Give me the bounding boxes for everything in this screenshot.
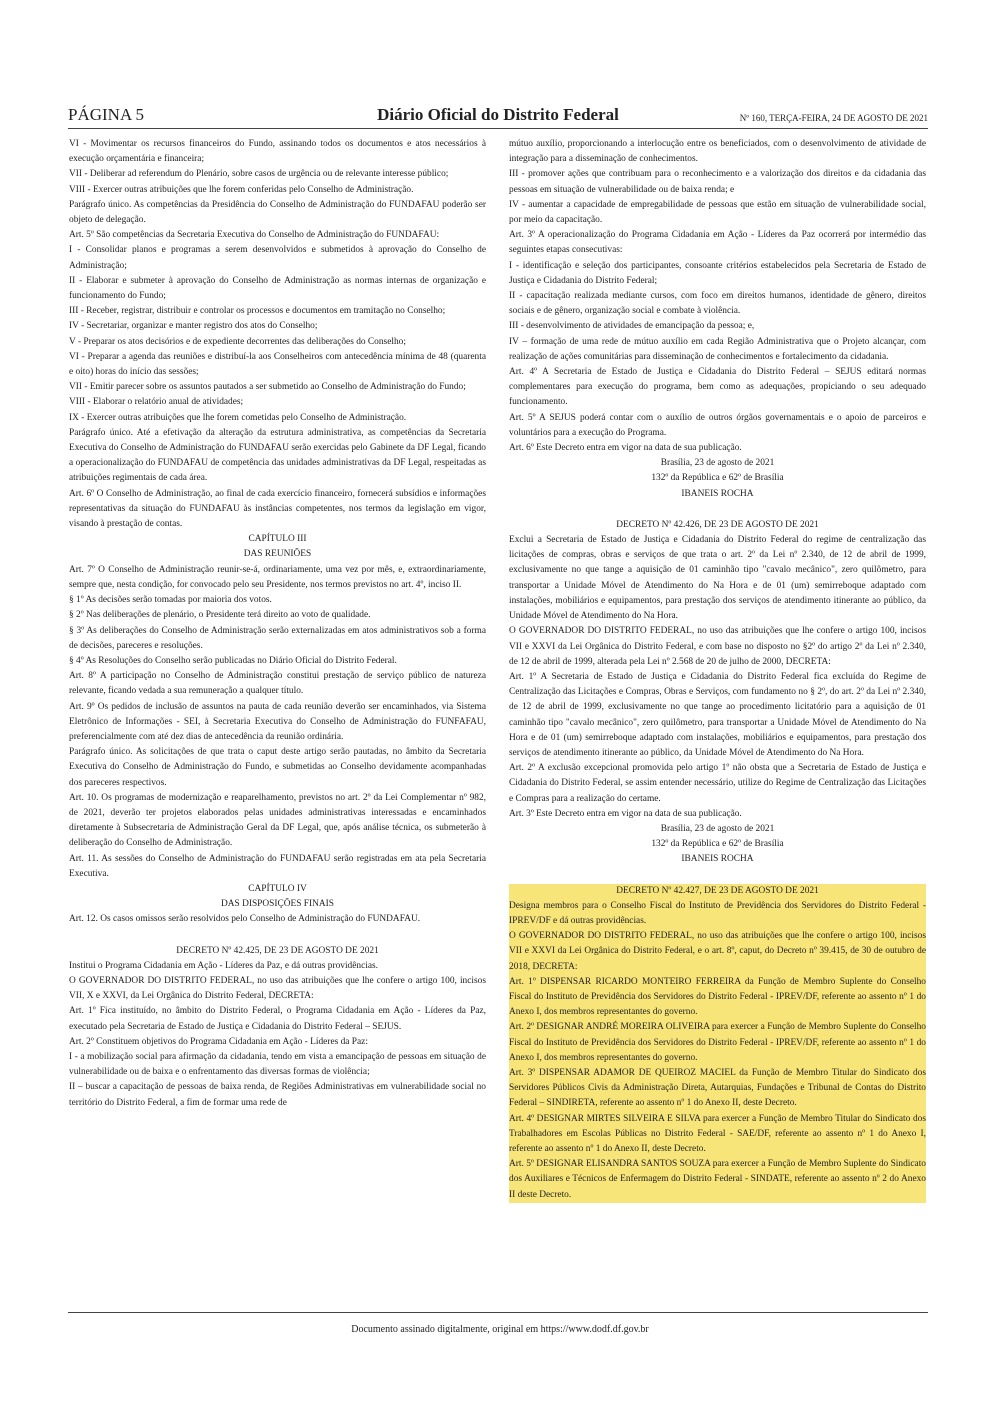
signature-name: IBANEIS ROCHA (681, 854, 754, 865)
signature-place-date: Brasília, 23 de agosto de 2021 (660, 458, 775, 469)
paragraph: III - promover ações que contribuam para o reconhecimento e a valorização dos direitos e da cidadania das pessoas em situação de vulnerabilidade ou de baixa renda; e (509, 169, 926, 195)
paragraph: § 2º Nas deliberações de plenário, o Presidente terá direito ao voto de qualidade. (69, 610, 371, 621)
paragraph: O GOVERNADOR DO DISTRITO FEDERAL, no uso das atribuições que lhe confere o artigo 100, incisos VII e XXVI da Lei Orgânica do Distrito Federal, e o art. 8º, caput, do Decreto nº 39.415, de 30 de outubro de 2018, DECRETA: (509, 929, 926, 975)
signature-name: IBANEIS ROCHA (681, 488, 754, 499)
paragraph: Art. 4º DESIGNAR MIRTES SILVEIRA E SILVA para exercer a Função de Membro Titular do Sindicato dos Trabalhadores em Escolas Públicas no Distrito Federal - SAE/DF, referente ao assento nº 1 do Anexo I, referente ao assento nº 1 do Anexo II, deste Decreto. (509, 1112, 926, 1158)
paragraph: Institui o Programa Cidadania em Ação - Líderes da Paz, e dá outras providências. (69, 960, 379, 971)
paragraph: Art. 6º O Conselho de Administração, ao final de cada exercício financeiro, fornecerá subsídios e informações representativas da situação do FUNDAFAU às instâncias competentes, nos termos da legislação em vigor, visando à prestação de contas. (69, 488, 486, 530)
paragraph: Parágrafo único. As solicitações de que trata o caput deste artigo serão pautadas, no âmbito da Secretaria Executiva do Conselho de Administração do Fundo, e submetidas ao Conselho devidamente acompanhadas dos pareceres respectivos. (69, 747, 486, 788)
highlighted-decree (509, 884, 926, 1203)
paragraph: Art. 1º DISPENSAR RICARDO MONTEIRO FERREIRA da Função de Membro Suplente do Conselho Fiscal do Instituto de Previdência dos Servidores do Distrito Federal - IPREV/DF, referente ao assento nº 1 do Anexo I, dos membros representantes do governo. (509, 975, 926, 1021)
paragraph: III - Receber, registrar, distribuir e controlar os processos e documentos em tramitação no Conselho; (69, 306, 446, 317)
paragraph: VIII - Exercer outras atribuições que lhe forem conferidas pelo Conselho de Administração. (69, 184, 414, 195)
paragraph: II – buscar a capacitação de pessoas de baixa renda, de Regiões Administrativas em vulnerabilidade social no território do Distrito Federal, a fim de formar uma rede de (69, 1082, 486, 1108)
footer-rule (68, 1312, 928, 1313)
paragraph: Art. 3º A operacionalização do Programa Cidadania em Ação - Líderes da Paz ocorrerá por intermédio das seguintes etapas consecutivas: (509, 230, 926, 256)
paragraph: Art. 11. As sessões do Conselho de Administração do FUNDAFAU serão registradas em ata pela Secretaria Executiva. (69, 853, 486, 879)
page-number: PÁGINA 5 (68, 105, 145, 124)
signature-place-date: Brasília, 23 de agosto de 2021 (660, 823, 775, 834)
signature-era: 132º da República e 62º de Brasília (651, 839, 784, 850)
paragraph: Art. 8º A participação no Conselho de Administração constitui prestação de serviço público de natureza relevante, ficando vedada a sua remuneração a qualquer título. (69, 671, 486, 697)
decree-title: DECRETO Nº 42.427, DE 23 DE AGOSTO DE 2021 (509, 884, 926, 899)
paragraph: Art. 10. Os programas de modernização e reaparelhamento, previstos no art. 2º da Lei Complementar nº 982, de 2021, deverão ter projetos elaborados pelas unidades administrativas interessadas e encaminhados diretamente à Subsecretaria de Administração Geral da DF Legal, que, após análise técnica, os submeterão à deliberação do Conselho de Administração. (69, 792, 486, 849)
paragraph: O GOVERNADOR DO DISTRITO FEDERAL, no uso das atribuições que lhe confere o artigo 100, incisos VII e XXVI da Lei Orgânica do Distrito Federal, e com base no disposto no §2º do artigo 2º da Lei nº 2.340, de 12 de abril de 1999, alterada pela Lei nº 2.568 de 20 de julho de 2000, DECRETA: (509, 626, 926, 667)
paragraph: I - Consolidar planos e programas a serem desenvolvidos e submetidos à aprovação do Conselho de Administração; (69, 245, 486, 271)
paragraph: Exclui a Secretaria de Estado de Justiça e Cidadania do Distrito Federal do regime de centralização das licitações de compras, obras e serviços de que trata o art. 2º da Lei nº 2.340, de 12 de abril de 1999, exclusivamente no que tange a aquisição de 01 caminhão tipo "cavalo mecânico", zero quilômetro, para transportar a Unidade Móvel de Atendimento do Na Hora e de 01 (um) semirreboque adaptado com instalações, mobiliários e equipamentos, para prestação dos serviços de atendimento itinerante ao público, da Unidade Móvel de Atendimento do Na Hora. (509, 535, 926, 622)
journal-title: Diário Oficial do Distrito Federal (377, 105, 619, 124)
signature-era: 132º da República e 62º de Brasília (651, 473, 784, 484)
paragraph: Art. 2º DESIGNAR ANDRÉ MOREIRA OLIVEIRA para exercer a Função de Membro Suplente do Conselho Fiscal do Instituto de Previdência dos Servidores do Distrito Federal - IPREV/DF, referente ao assento nº 1 do Anexo I, dos membros representantes do governo. (509, 1020, 926, 1066)
issue-info: Nº 160, TERÇA-FEIRA, 24 DE AGOSTO DE 2021 (739, 113, 928, 123)
paragraph: Art. 9º Os pedidos de inclusão de assuntos na pauta de cada reunião deverão ser encaminhados, via Sistema Eletrônico de Informações - SEI, à Secretaria Executiva do Conselho de Administração do FUNFAFAU, preferencialmente com até dez dias de antecedência da reunião ordinária. (69, 701, 486, 742)
decree-title: DECRETO Nº 42.426, DE 23 DE AGOSTO DE 2021 (616, 519, 819, 530)
paragraph: VI - Movimentar os recursos financeiros do Fundo, assinando todos os documentos e atos necessários à execução orçamentária e financeira; (69, 139, 486, 165)
paragraph: II - Elaborar e submeter à aprovação do Conselho de Administração as normas internas de organização e funcionamento do Fundo; (69, 275, 486, 302)
paragraph: O GOVERNADOR DO DISTRITO FEDERAL, no uso das atribuições que lhe confere o artigo 100, incisos VII, X e XXVI, da Lei Orgânica do Distrito Federal, DECRETA: (69, 975, 486, 1002)
header-rule (68, 128, 928, 129)
paragraph: Art. 1º A Secretaria de Estado de Justiça e Cidadania do Distrito Federal fica excluída do Regime de Centralização das Licitações e Compras, Obras e Serviços, com fundamento no § 2º, do art. 2º da Lei nº 2.340, de 12 de abril de 1999, exclusivamente no que tange ao procedimento licitatório para a aquisição de 01 caminhão tipo "cavalo mecânico", zero quilômetro, para transportar a Unidade Móvel de Atendimento do Na Hora e de 01 (um) semirreboque adaptado com instalações, mobiliários e equipamentos, para prestação dos serviços de atendimento itinerante ao público, da Unidade Móvel de Atendimento do Na Hora. (509, 671, 926, 758)
decree-title: DECRETO Nº 42.425, DE 23 DE AGOSTO DE 2021 (176, 945, 379, 956)
paragraph: Art. 2º A exclusão excepcional promovida pelo artigo 1º não obsta que a Secretaria de Estado de Justiça e Cidadania do Distrito Federal, se assim entender necessário, utilize do Regime de Centralização das Licitações e Compras para a realização do certame. (509, 763, 926, 804)
paragraph: V - Preparar os atos decisórios e de expediente decorrentes das deliberações do Conselho; (69, 336, 406, 347)
paragraph: Art. 3º Este Decreto entra em vigor na data de sua publicação. (509, 808, 742, 819)
paragraph: Art. 5º A SEJUS poderá contar com o auxílio de outros órgãos governamentais e o apoio de parceiros e voluntários para a execução do Programa. (509, 412, 926, 438)
paragraph: III - desenvolvimento de atividades de emancipação da pessoa; e, (509, 321, 755, 332)
paragraph: Art. 7º O Conselho de Administração reunir-se-á, ordinariamente, uma vez por mês, e, extraordinariamente, sempre que, nesta condição, for convocado pelo seu Presidente, nos termos previstos no art. 4º, inciso II. (69, 564, 486, 590)
paragraph: § 4º As Resoluções do Conselho serão publicadas no Diário Oficial do Distrito Federal. (69, 655, 397, 666)
paragraph: Art. 12. Os casos omissos serão resolvidos pelo Conselho de Administração do FUNDAFAU. (69, 914, 421, 925)
paragraph: IV – formação de uma rede de mútuo auxílio em cada Região Administrativa que o Projeto alcançar, com realização de ações comunitárias para disseminação de conhecimentos e fortalecimento da cidadania. (509, 336, 926, 362)
paragraph: § 3º As deliberações do Conselho de Administração serão externalizadas em atos administrativos sob a forma de decisões, pareceres e resoluções. (69, 625, 486, 651)
paragraph: mútuo auxílio, proporcionando a interlocução entre os beneficiados, com o desenvolvimento de atividade de integração para a disseminação de conhecimentos. (509, 139, 926, 165)
right-column (509, 137, 926, 1203)
footer-note: Documento assinado digitalmente, original em https://www.dodf.df.gov.br (351, 1324, 649, 1335)
chapter-heading: CAPÍTULO IV (248, 883, 307, 894)
paragraph: VIII - Elaborar o relatório anual de atividades; (69, 397, 244, 408)
paragraph: Art. 5º São competências da Secretaria Executiva do Conselho de Administração do FUNDAFAU: (69, 230, 440, 241)
left-column (69, 137, 486, 1111)
paragraph: I - identificação e seleção dos participantes, consoante critérios estabelecidos pela Secretaria de Estado de Justiça e Cidadania do Distrito Federal; (509, 260, 926, 286)
paragraph: VII - Emitir parecer sobre os assuntos pautados a ser submetido ao Conselho de Administração do Fundo; (69, 382, 466, 393)
paragraph: IV - Secretariar, organizar e manter registro dos atos do Conselho; (69, 321, 318, 332)
chapter-title: DAS DISPOSIÇÕES FINAIS (220, 899, 335, 910)
page-header (68, 103, 928, 125)
paragraph: IX - Exercer outras atribuições que lhe forem cometidas pelo Conselho de Administração. (69, 412, 407, 423)
paragraph: I - a mobilização social para afirmação da cidadania, tendo em vista a emancipação de pessoas em situação de vulnerabilidade ou de baixa e o enfrentamento das diversas formas de violência; (69, 1051, 486, 1078)
paragraph: Parágrafo único. As competências da Presidência do Conselho de Administração do FUNDAFAU poderão ser objeto de delegação. (69, 199, 486, 226)
paragraph: VI - Preparar a agenda das reuniões e distribuí-la aos Conselheiros com antecedência mínima de 48 (quarenta e oito) horas do início das sessões; (69, 351, 486, 378)
paragraph: IV - aumentar a capacidade de empregabilidade de pessoas que estão em situação de vulnerabilidade social, por meio da capacitação. (509, 199, 926, 226)
paragraph: Parágrafo único. Até a efetivação da alteração da estrutura administrativa, as competências da Secretaria Executiva do Conselho de Administração do FUNDAFAU serão exercidas pelo Gabinete da DF Legal, ficando a operacionalização do FUNDAFAU de competência das unidades administrativas da DF Legal, respeitadas as atribuições regimentais de cada área. (69, 427, 486, 484)
paragraph: Art. 6º Este Decreto entra em vigor na data de sua publicação. (509, 443, 742, 454)
chapter-title: DAS REUNIÕES (243, 549, 312, 560)
paragraph: II - capacitação realizada mediante cursos, com foco em direitos humanos, identidade de gênero, direitos sociais e de gênero, organização social e combate à violência. (509, 291, 926, 317)
paragraph: Art. 5º DESIGNAR ELISANDRA SANTOS SOUZA para exercer a Função de Membro Suplente do Sindicato dos Auxiliares e Técnicos de Enfermagem do Distrito Federal - SINDATE, referente ao assento nº 2 do Anexo II deste Decreto. (509, 1157, 926, 1203)
paragraph: Art. 2º Constituem objetivos do Programa Cidadania em Ação - Líderes da Paz: (69, 1036, 368, 1047)
paragraph: VII - Deliberar ad referendum do Plenário, sobre casos de urgência ou de relevante interesse público; (69, 169, 449, 180)
chapter-heading: CAPÍTULO III (248, 534, 307, 545)
paragraph: Designa membros para o Conselho Fiscal do Instituto de Previdência dos Servidores do Distrito Federal - IPREV/DF e dá outras providências. (509, 899, 926, 929)
paragraph: Art. 3º DISPENSAR ADAMOR DE QUEIROZ MACIEL da Função de Membro Titular do Sindicato dos Servidores Públicos Civis da Administração Direta, Autarquias, Fundações e Tribunal de Contas do Distrito Federal – SINDIRETA, referente ao assento nº 1 do Anexo II, deste Decreto. (509, 1066, 926, 1112)
paragraph: Art. 4º A Secretaria de Estado de Justiça e Cidadania do Distrito Federal – SEJUS editará normas complementares para execução do programa, bem como as adequações, propiciando o seu adequado funcionamento. (509, 367, 926, 408)
paragraph: Art. 1º Fica instituído, no âmbito do Distrito Federal, o Programa Cidadania em Ação - Líderes da Paz, executado pela Secretaria de Estado de Justiça e Cidadania do Distrito Federal – SEJUS. (69, 1006, 486, 1032)
paragraph: § 1º As decisões serão tomadas por maioria dos votos. (69, 595, 272, 606)
